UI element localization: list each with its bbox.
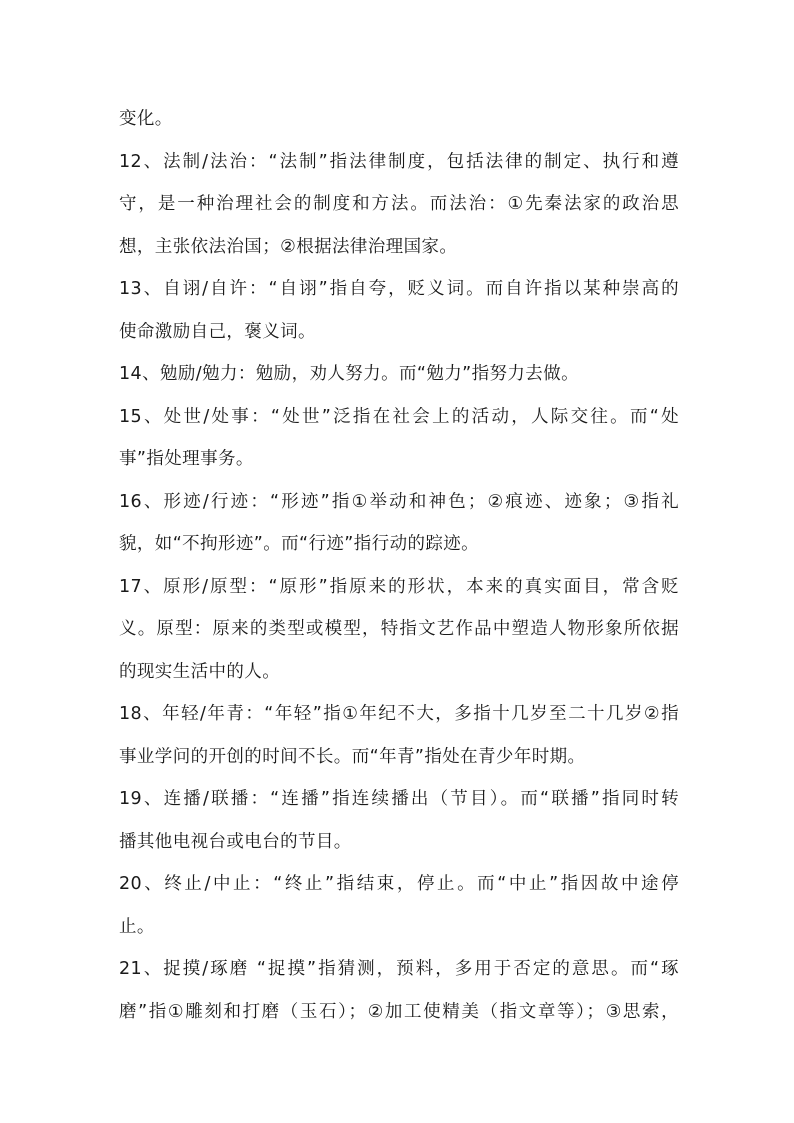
document-body — [119, 98, 679, 1033]
text-line: 播其他电视台或电台的节目。 — [119, 831, 352, 852]
text-line: 20、终止/中止：“终止”指结束，停止。而“中止”指因故中途停 — [119, 874, 679, 894]
text-line: 止。 — [119, 916, 155, 937]
text-line: 变化。 — [119, 109, 173, 129]
text-line: 事业学问的开创的时间不长。而“年青”指处在青少年时期。 — [119, 746, 586, 767]
text-line: 守，是一种治理社会的制度和方法。而法治：①先秦法家的政治思 — [119, 194, 679, 214]
text-line: 17、原形/原型：“原形”指原来的形状，本来的真实面目，常含贬 — [119, 576, 679, 597]
text-line: 义。原型：原来的类型或模型，特指文艺作品中塑造人物形象所依据 — [119, 619, 679, 639]
text-line: 13、自诩/自许：“自诩”指自夸，贬义词。而自许指以某种崇高的 — [119, 279, 679, 299]
text-line: 12、法制/法治：“法制”指法律制度，包括法律的制定、执行和遵 — [119, 151, 679, 172]
text-line: 貌，如“不拘形迹”。而“行迹”指行动的踪迹。 — [119, 534, 480, 554]
text-line: 事”指处理事务。 — [119, 449, 254, 469]
text-line: 想，主张依法治国；②根据法律治理国家。 — [119, 236, 458, 257]
text-line: 19、连播/联播：“连播”指连续播出（节目）。而“联播”指同时转 — [119, 789, 679, 809]
text-line: 15、处世/处事：“处世”泛指在社会上的活动，人际交往。而“处 — [119, 406, 679, 427]
text-line: 16、形迹/行迹：“形迹”指①举动和神色；②痕迹、迹象；③指礼 — [119, 491, 679, 512]
text-line: 使命激励自己，褒义词。 — [119, 321, 316, 342]
text-line: 18、年轻/年青：“年轻”指①年纪不大，多指十几岁至二十几岁②指 — [119, 704, 679, 724]
text-line: 磨”指①雕刻和打磨（玉石）；②加工使精美（指文章等）；③思索， — [119, 1001, 679, 1022]
text-line: 的现实生活中的人。 — [119, 661, 281, 682]
text-line: 14、勉励/勉力：勉励，劝人努力。而“勉力”指努力去做。 — [119, 364, 579, 384]
text-line: 21、捉摸/琢磨 “捉摸”指猜测，预料，多用于否定的意思。而“琢 — [119, 959, 679, 979]
